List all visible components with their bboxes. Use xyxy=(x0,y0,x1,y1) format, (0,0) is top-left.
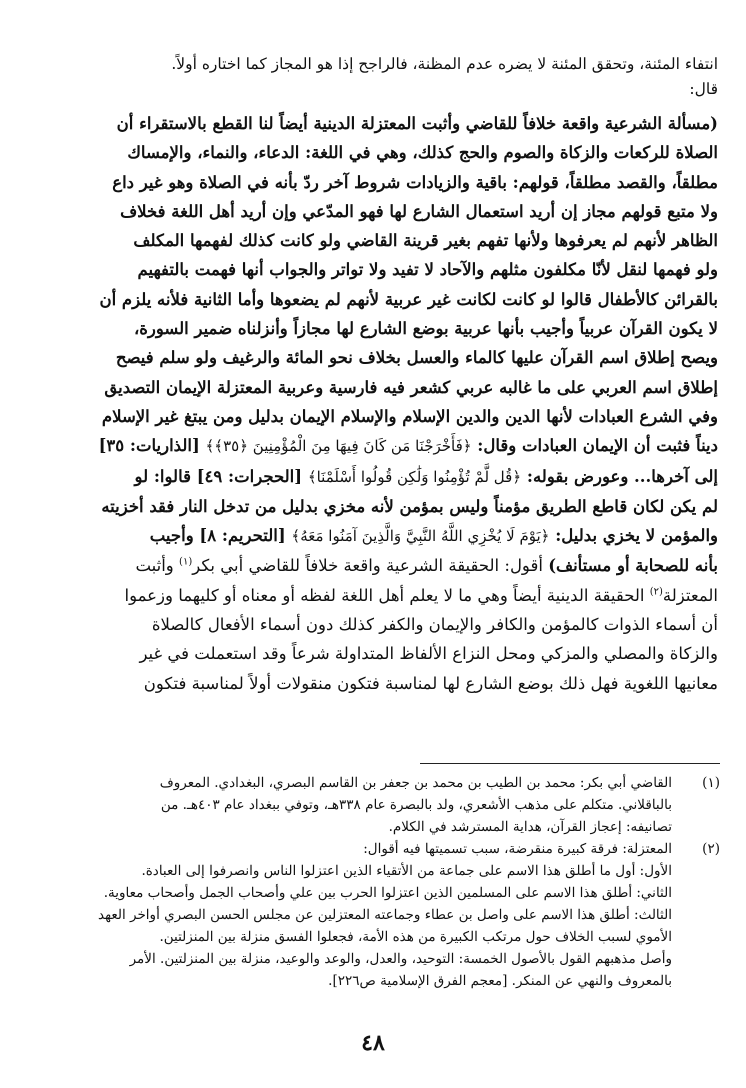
commentary-text: الحقيقة الدينية أيضاً وهي ما لا يعلم أهل اللغة لفظه أو معناه أو كليهما وزعموا xyxy=(124,585,645,605)
matn-line: الصلاة للركعات والزكاة والصوم والحج كذلك، وهي في اللغة: الدعاء، والنماء، والإمساك xyxy=(127,143,718,163)
footnote-line: وأصل مذهبهم القول بالأصول الخمسة: التوحيد، والعدل، والوعد والوعيد، منزلة بين المنزلتين. الأمر xyxy=(129,951,672,967)
footnote-line: الثالث: أطلق هذا الاسم على واصل بن عطاء وجماعته المعتزلين عن مجلس الحسن البصري أواخر العهد xyxy=(98,907,672,923)
matn-text: ديناً فثبت أن الإيمان العبادات وقال: xyxy=(477,436,718,456)
commentary-line: والزكاة والمصلي والمزكي ومحل النزاع الألفاظ المتداولة شرعاً وقد استعملت في غير xyxy=(139,644,718,664)
matn-line-quran xyxy=(58,462,718,492)
footnote-line: الثاني: أطلق هذا الاسم على المسلمين الذين اعتزلوا الحرب بين علي وأصحاب الجمل وأصحاب معاوية. xyxy=(103,885,672,901)
matn-line: بالقرائن كالأطفال قالوا لو كانت لكانت غير عربية لأنهم لم يضعوها وأما الثانية فلأنه يلزم أن xyxy=(99,289,718,309)
matn-block xyxy=(58,109,718,551)
main-text xyxy=(58,52,718,698)
qal-label: قال: xyxy=(689,80,718,98)
commentary-text: وأثبت xyxy=(135,556,174,576)
quran-verse: ﴿يَوْمَ لَا يُخْزِي اللَّهُ النَّبِيَّ وَالَّذِينَ آمَنُوا مَعَهُ﴾ xyxy=(291,527,550,546)
matn-line: الظاهر لأنهم لم يعرفوها ولأنها تفهم بغير قرينة القاضي ولو كانت كذلك لفهمها المكلف xyxy=(133,231,718,251)
commentary-line: معانيها اللغوية فهل ذلك بوضع الشارع لها لمناسبة فتكون منقولات أولاً لمناسبة فتكون xyxy=(143,673,718,693)
matn-line: (مسألة الشرعية واقعة خلافاً للقاضي وأثبت المعتزلة الدينية أيضاً لنا القطع بالاستقراء أن xyxy=(116,114,718,133)
matn-line-quran xyxy=(58,431,718,461)
footnote-line: تصانيفه: إعجاز القرآن، هداية المسترشد في الكلام. xyxy=(388,819,672,835)
footnote-1 xyxy=(60,772,720,838)
quran-reference: [الذاريات: ٣٥] xyxy=(98,436,200,456)
footnote-number: (١) xyxy=(702,775,720,791)
footnote-line: الأموي لسبب الخلاف حول مرتكب الكبيرة من هذه الأمة، فجعلوا الفسق منزلة بين المنزلتين. xyxy=(159,929,672,945)
footnote-line: بالمعروف والنهي عن المنكر. [معجم الفرق الإسلامية ص٢٢٦]. xyxy=(328,973,672,989)
footnote-ref-2[interactable]: (٢) xyxy=(649,586,663,598)
intro-paragraph: انتفاء المئنة، وتحقق المئنة لا يضره عدم المظنة، فالراجح إذا هو المجاز كما اختاره أولاً. xyxy=(171,55,718,73)
commentary-line: أن أسماء الذوات كالمؤمن والكافر والإيمان والكفر كذلك دون أسماء الأفعال كالصلاة xyxy=(151,615,718,635)
matn-line: ولا متبع قولهم مجاز إن أريد استعمال الشارع لها فهو المدّعي وإن أريد أهل اللغة فخلاف xyxy=(120,201,718,221)
footnote-line: الأول: أول ما أطلق هذا الاسم على جماعة من الأتقياء الذين اعتزلوا الناس وانصرفوا إلى العبادة. xyxy=(141,863,672,879)
footnote-body xyxy=(60,772,672,838)
footnote-body xyxy=(60,838,672,992)
page-number: ٤٨ xyxy=(361,1030,385,1056)
matn-line: ويصح إطلاق اسم القرآن عليها كالماء والعسل بخلاف نحو المائة والرغيف ولو سلم فيصح xyxy=(115,348,718,368)
matn-line: ولو فهمها لنقل لأنّا مكلفون مثلهم والآحاد لا تفيد ولا تواتر والجواب أنها فهمت بالتفهيم xyxy=(137,260,718,280)
matn-text: إلى آخرها... وعورض بقوله: xyxy=(526,466,718,486)
footnote-line: المعتزلة: فرقة كبيرة منقرضة، سبب تسميتها فيه أقوال: xyxy=(363,841,672,857)
commentary-text: المعتزلة xyxy=(662,585,718,605)
footnote-2 xyxy=(60,838,720,992)
footnote-line: القاضي أبي بكر: محمد بن الطيب بن محمد بن جعفر بن القاسم البصري، البغدادي. المعروف xyxy=(159,775,672,791)
commentary-line xyxy=(58,551,718,580)
footnote-separator xyxy=(420,763,720,764)
matn-line: مطلقاً، والقصد مطلقاً، قولهم: باقية والزيادات شروط آخر ردّ بأنه في الصلاة وهو غير داع xyxy=(112,172,718,192)
footnote-number: (٢) xyxy=(702,841,720,857)
footnote-line: بالباقلاني. متكلم على مذهب الأشعري، ولد بالبصرة عام ٣٣٨هـ، وتوفي ببغداد عام ٤٠٣هـ. من xyxy=(160,797,672,813)
commentary-line xyxy=(58,581,718,610)
quran-verse: ﴿قُل لَّمْ تُؤْمِنُوا وَلَٰكِن قُولُوا أَسْلَمْنَا﴾ xyxy=(307,467,522,486)
matn-line: لم يكن لكان قاطع الطريق مؤمناً وليس بمؤمن لأنه مخزي بدليل من تدخل النار فقد أخزيته xyxy=(101,496,718,516)
quran-verse: ﴿فَأَخْرَجْنَا مَن كَانَ فِيهَا مِنَ الْمُؤْمِنِينَ ﴿٣٥﴾﴾ xyxy=(205,437,472,456)
matn-line: إطلاق اسم العربي على ما غالبه عربي كشعر فيه فارسية وعربية المعتزلة الإيمان التصديق xyxy=(104,377,718,397)
matn-line: لا يكون القرآن عربياً وأجيب بأنها عربية بوضع الشارع لها مجازاً وأنزلناه ضمير السورة، xyxy=(133,319,718,339)
matn-ending: بأنه للصحابة أو مستأنف) xyxy=(548,556,718,576)
commentary-block xyxy=(58,551,718,697)
matn-line: وفي الشرع العبادات لأنها الدين والدين الإسلام والإسلام الإيمان بدليل ومن يبتغ غير الإسلام xyxy=(101,406,718,426)
quran-reference: [التحريم: ٨] وأجيب xyxy=(149,526,286,546)
matn-text: والمؤمن لا يخزي بدليل: xyxy=(555,526,718,546)
footnote-ref-1[interactable]: (١) xyxy=(179,556,193,568)
footnotes xyxy=(60,772,720,992)
quran-reference: [الحجرات: ٤٩] قالوا: لو xyxy=(134,466,303,486)
commentary-text: أقول: الحقيقة الشرعية واقعة خلافاً للقاضي أبي بكر xyxy=(192,556,543,576)
matn-line-quran xyxy=(58,521,718,551)
